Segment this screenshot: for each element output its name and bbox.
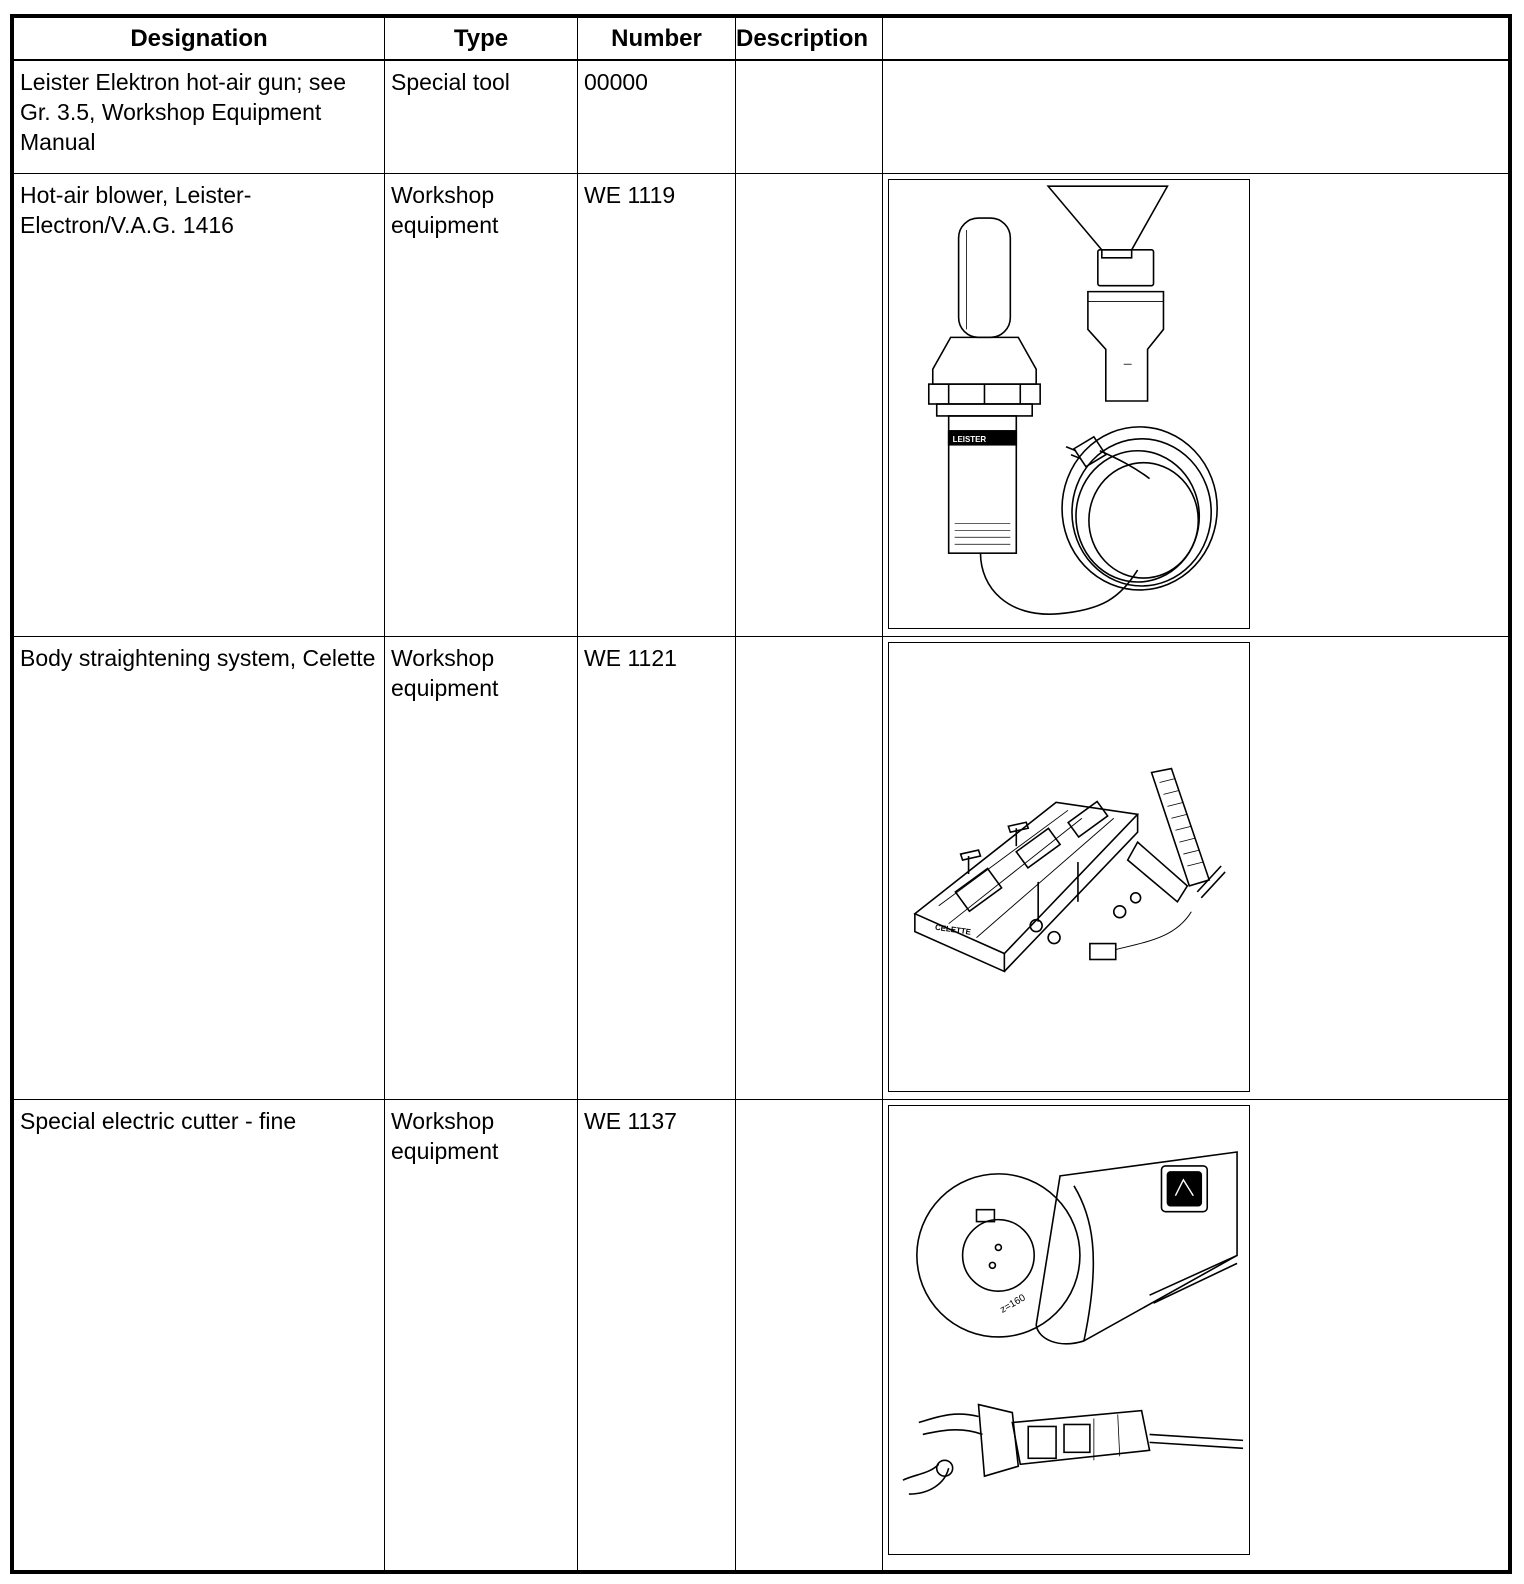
designation-text: Special electric cutter - fine — [20, 1107, 297, 1134]
cell-designation — [14, 173, 385, 636]
type-text: Workshop equipment — [391, 181, 499, 238]
cell-number — [578, 60, 736, 173]
cell-picture — [883, 60, 1509, 173]
cell-type — [385, 173, 578, 636]
special-tools-sheet — [10, 14, 1512, 1574]
table-header-row — [14, 18, 1509, 61]
hot-air-blower-illustration — [888, 179, 1250, 629]
header-type: Type — [385, 18, 578, 61]
disc-label: z=160 — [998, 1291, 1028, 1316]
description-text — [736, 637, 882, 643]
cell-designation — [14, 636, 385, 1099]
number-text: WE 1137 — [584, 1107, 677, 1134]
description-text — [736, 61, 882, 67]
special-tools-table — [13, 17, 1509, 1571]
cell-designation — [14, 60, 385, 173]
cell-number — [578, 636, 736, 1099]
designation-text: Body straightening system, Celette — [20, 644, 376, 671]
designation-text: Leister Elektron hot-air gun; see Gr. 3.5, Workshop Equipment Manual — [20, 69, 347, 155]
header-designation: Designation — [14, 18, 385, 61]
cell-description — [736, 1099, 883, 1571]
header-description: Description — [736, 18, 883, 61]
number-text: 00000 — [584, 69, 648, 95]
cell-type — [385, 1099, 578, 1571]
leister-label: LEISTER — [952, 434, 987, 444]
cell-description — [736, 173, 883, 636]
cell-picture — [883, 636, 1509, 1099]
table-row — [14, 173, 1509, 636]
cell-type — [385, 636, 578, 1099]
cell-type — [385, 60, 578, 173]
type-text: Special tool — [391, 69, 510, 95]
type-text: Workshop equipment — [391, 1107, 499, 1164]
header-number: Number — [578, 18, 736, 61]
cell-description — [736, 60, 883, 173]
cell-picture — [883, 1099, 1509, 1571]
cell-number — [578, 1099, 736, 1571]
number-text: WE 1121 — [584, 644, 677, 671]
celette-label: CELETTE — [934, 922, 972, 937]
cell-number — [578, 173, 736, 636]
table-row — [14, 636, 1509, 1099]
table-row — [14, 60, 1509, 173]
electric-cutter-illustration — [888, 1105, 1250, 1555]
designation-text: Hot-air blower, Leister-Electron/V.A.G. 1416 — [20, 181, 252, 238]
body-straightening-bench-illustration — [888, 642, 1250, 1092]
cell-description — [736, 636, 883, 1099]
cell-picture — [883, 173, 1509, 636]
type-text: Workshop equipment — [391, 644, 499, 701]
description-text — [736, 174, 882, 180]
header-picture — [883, 18, 1509, 61]
description-text — [736, 1100, 882, 1106]
number-text: WE 1119 — [584, 181, 676, 208]
cell-designation — [14, 1099, 385, 1571]
table-row — [14, 1099, 1509, 1571]
